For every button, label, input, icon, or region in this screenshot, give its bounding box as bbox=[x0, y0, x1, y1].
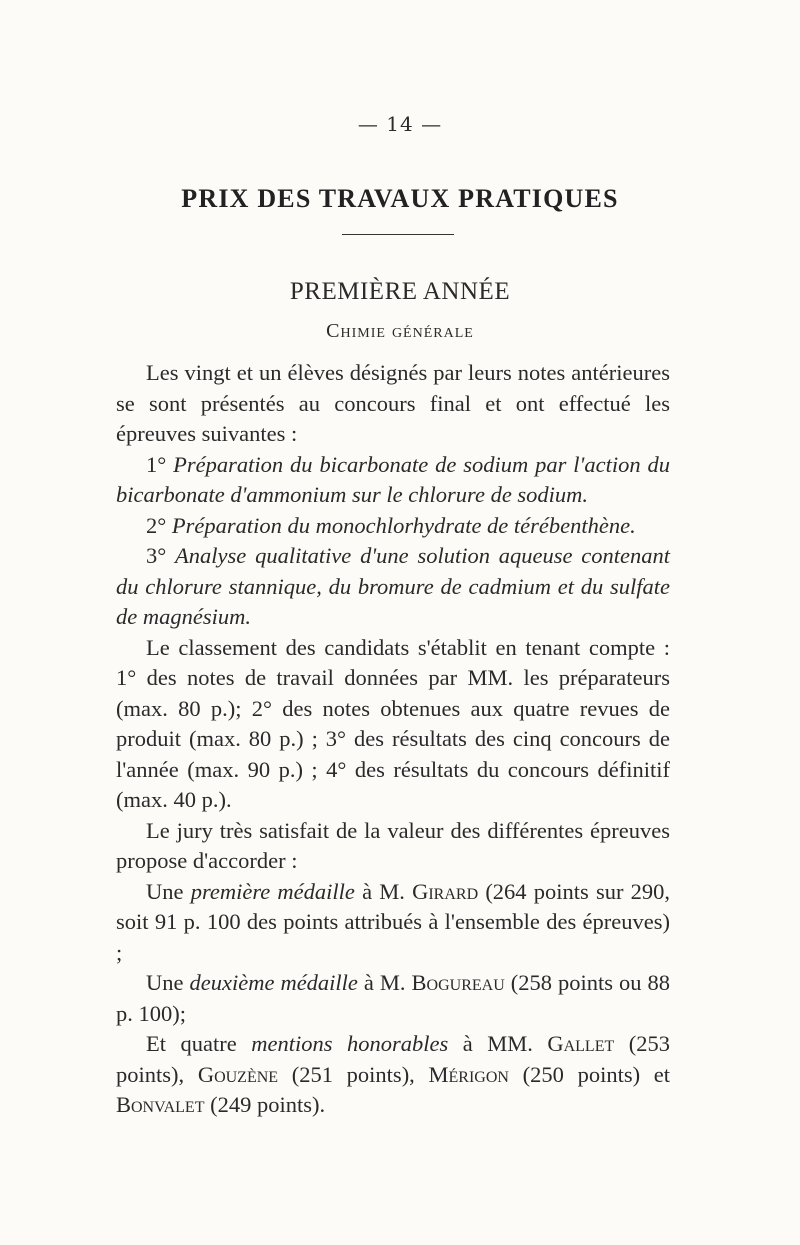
paragraph-jury: Le jury très satisfait de la valeur des différentes épreuves propose d'accorder : bbox=[116, 817, 670, 873]
test-3-number: 3° bbox=[146, 543, 167, 568]
mentions-award: mentions honorables bbox=[251, 1031, 449, 1056]
mention-points-bonvalet: (249 points). bbox=[210, 1092, 326, 1117]
title-divider bbox=[342, 234, 454, 235]
paragraph-test-3 bbox=[116, 541, 670, 633]
first-medal-prefix: à M. bbox=[362, 878, 405, 904]
mention-name-bonvalet: Bonvalet bbox=[116, 1092, 205, 1117]
paragraph-intro: Les vingt et un élèves désignés par leurs notes antérieures se sont présentés au concours final et ont effectué les épreuves suivantes : bbox=[116, 360, 670, 446]
second-medal-name: Bogureau bbox=[411, 970, 505, 995]
second-medal-details: (258 points ou 88 p. 100); bbox=[116, 970, 671, 1026]
first-medal-details: (264 points sur 290, soit 91 p. 100 des points attribués à l'ensemble des épreuves) ; bbox=[116, 878, 670, 965]
mention-name-gouzene: Gouzène bbox=[197, 1061, 279, 1087]
mention-points-gouzene: (251 points), bbox=[291, 1061, 415, 1087]
second-medal-prefix: à M. bbox=[363, 970, 406, 995]
mention-name-merigon: Mérigon bbox=[428, 1061, 509, 1087]
page-number: — 14 — bbox=[357, 112, 443, 136]
test-1-number: 1° bbox=[146, 451, 167, 477]
second-medal-lead: Une bbox=[146, 970, 184, 995]
paragraph-test-1 bbox=[116, 450, 670, 511]
mention-points-gallet: (253 points), bbox=[116, 1031, 670, 1087]
test-1-text: Préparation du bicarbonate de sodium par l'action du bicarbonate d'ammonium sur le chlorure de sodium. bbox=[116, 451, 671, 507]
subsection-title: PREMIÈRE ANNÉE bbox=[289, 278, 511, 305]
test-2-number: 2° bbox=[146, 512, 167, 538]
subject-title: Chimie générale bbox=[326, 320, 474, 342]
paragraph-second-medal bbox=[116, 968, 670, 1029]
body-text bbox=[116, 358, 670, 1121]
first-medal-lead: Une bbox=[146, 878, 184, 904]
second-medal-award: deuxième médaille bbox=[189, 970, 358, 995]
mention-points-merigon: (250 points) et bbox=[522, 1061, 670, 1087]
test-3-text: Analyse qualitative d'une solution aqueuse contenant du chlorure stannique, du bromure de cadmium et du sulfate de magnésium. bbox=[116, 543, 670, 629]
paragraph-first-medal bbox=[116, 877, 670, 969]
test-2-text: Préparation du monochlorhydrate de térébenthène. bbox=[171, 512, 636, 538]
first-medal-award: première médaille bbox=[190, 878, 355, 904]
section-title: PRIX DES TRAVAUX PRATIQUES bbox=[181, 184, 619, 213]
paragraph-test-2 bbox=[116, 511, 670, 542]
mentions-prefix: à MM. bbox=[462, 1031, 533, 1056]
mention-name-gallet: Gallet bbox=[547, 1031, 615, 1056]
first-medal-name: Girard bbox=[412, 878, 479, 904]
paragraph-honorable-mentions bbox=[116, 1029, 670, 1121]
paragraph-ranking: Le classement des candidats s'établit en tenant compte : 1° des notes de travail données par MM. les préparateurs (max. 80 p.); 2° des notes obtenues aux quatre revues de produit (max. 80 p.) ; 3° des résultats des cinq concours de l'année (max. 90 p.) ; 4° des résultats du concours définitif (max. 40 p.). bbox=[116, 634, 670, 812]
mentions-lead: Et quatre bbox=[146, 1031, 237, 1056]
